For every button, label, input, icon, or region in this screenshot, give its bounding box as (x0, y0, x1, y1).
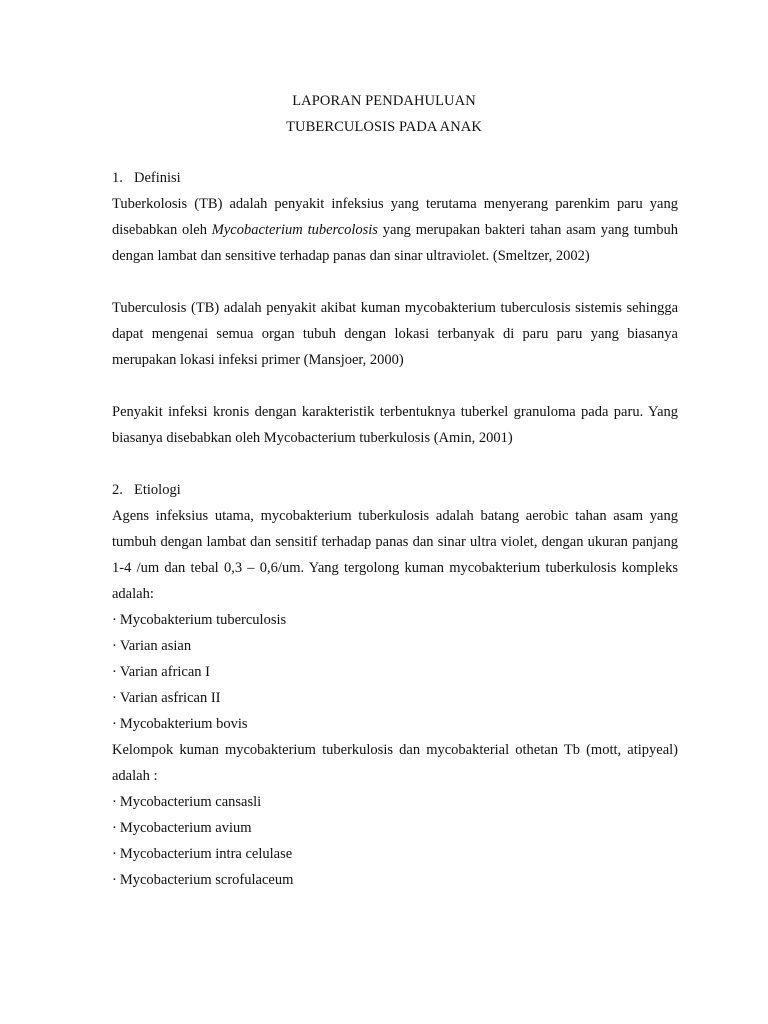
list-item: · Mycobakterium bovis (112, 716, 248, 732)
title-line-2: TUBERCULOSIS PADA ANAK (286, 119, 482, 135)
list-item: · Mycobakterium tuberculosis (112, 612, 287, 628)
spacer (112, 451, 678, 477)
section-title: Etiologi (134, 482, 181, 498)
paragraph-definisi-2: Tuberculosis (TB) adalah penyakit akibat kuman mycobakterium tuberculosis sistemis sehingga dapat mengenai semua organ tubuh dengan lokasi terbanyak di paru paru yang biasanya merupakan lokasi infeksi primer (Mansjoer, 2000) (112, 300, 678, 368)
list-item: · Varian asfrican II (112, 690, 221, 706)
paragraph-etiologi-2: Kelompok kuman mycobakterium tuberkulosis dan mycobakterial othetan Tb (mott, atipyeal) adalah : (112, 742, 678, 784)
section-title: Definisi (134, 170, 181, 186)
document-body (112, 165, 678, 893)
title-line-1: LAPORAN PENDAHULUAN (292, 93, 476, 109)
section-heading-etiologi (112, 477, 678, 503)
italic-term: Mycobacterium tubercolosis (211, 222, 378, 238)
section-heading-definisi (112, 165, 678, 191)
paragraph-definisi-3: Penyakit infeksi kronis dengan karakteristik terbentuknya tuberkel granuloma pada paru. Yang biasanya disebabkan oleh Mycobacterium tuberkulosis (Amin, 2001) (112, 404, 678, 446)
list-item: · Mycobacterium scrofulaceum (112, 872, 294, 888)
section-number: 2. (112, 482, 123, 498)
list-item: · Varian african I (112, 664, 211, 680)
list-item: · Mycobacterium cansasli (112, 794, 262, 810)
section-number: 1. (112, 170, 123, 186)
bullet-list-mott (112, 789, 678, 893)
list-item: · Mycobacterium avium (112, 820, 252, 836)
paragraph-etiologi-1: Agens infeksius utama, mycobakterium tuberkulosis adalah batang aerobic tahan asam yang tumbuh dengan lambat dan sensitif terhadap panas dan sinar ultra violet, dengan ukuran panjang 1-4 /um dan tebal 0,3 – 0,6/um. Yang tergolong kuman mycobakterium tuberkulosis kompleks adalah: (112, 508, 678, 602)
spacer (112, 269, 678, 295)
document-title (0, 88, 768, 140)
list-item: · Mycobacterium intra celulase (112, 846, 293, 862)
list-item: · Varian asian (112, 638, 192, 654)
paragraph-definisi-1: Tuberkolosis (TB) adalah penyakit infeksius yang terutama menyerang parenkim paru yang disebabkan oleh Mycobacterium tubercolosis yang merupakan bakteri tahan asam yang tumbuh dengan lambat dan sensitive terhadap panas dan sinar ultraviolet. (Smeltzer, 2002) (112, 196, 678, 264)
spacer (112, 373, 678, 399)
bullet-list-kompleks (112, 607, 678, 737)
